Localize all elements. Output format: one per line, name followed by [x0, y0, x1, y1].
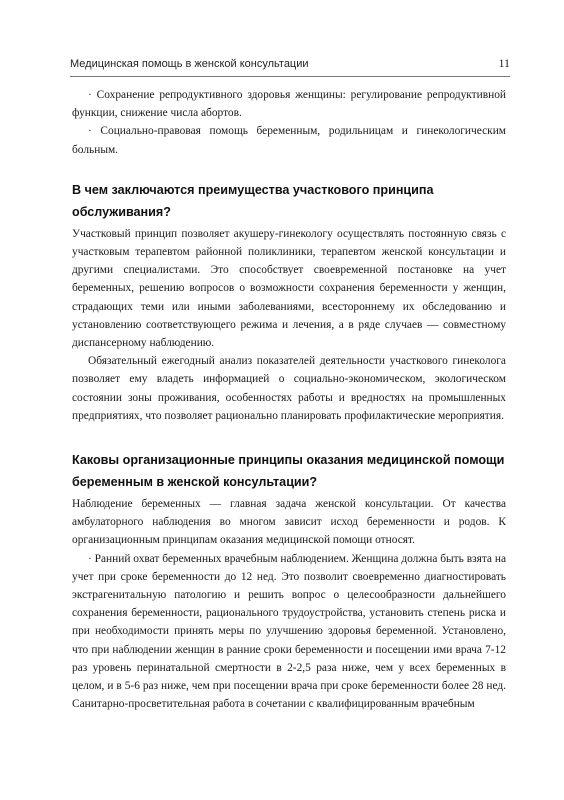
paragraph-district-principle: Участковый принцип позволяет акушеру-гинекологу осуществлять постоянную связь с участковым терапевтом районной поликлиники, терапевтом женской консультации и другими специалистами. Это способствует своевременной постановке на учет беременных, решению вопросов о возможности сохранения беременности у женщин, страдающих теми или иными заболеваниями, всестороннему их обследованию и установлению соответствующего режима и лечения, а в ряде случаев — совместному диспансерному наблюдению. [72, 227, 506, 350]
header-divider [70, 76, 510, 77]
paragraph-pregnancy-observation: Наблюдение беременных — главная задача женской консультации. От качества амбулаторного наблюдения во многом зависит исход беременности и родов. К организационным принципам оказания медицинской помощи относят. [72, 498, 506, 547]
section-heading-organizational-principles: Каковы организационные принципы оказания медицинской помощи беременным в женской консультации? [72, 453, 505, 490]
list-item-social-legal-help: · Социально-правовая помощь беременным, родильницам и гинекологическим больным. [72, 125, 506, 156]
list-item-reproductive-health: · Сохранение репродуктивного здоровья женщины: регулирование репродуктивной функции, снижение числа абортов. [72, 89, 506, 120]
running-header [70, 56, 510, 76]
page-number: 11 [498, 56, 510, 70]
page-content [72, 86, 506, 713]
paragraph-annual-analysis: Обязательный ежегодный анализ показателей деятельности участкового гинеколога позволяет ему владеть информацией о социально-экономическом, экологическом состоянии зоны проживания, особенностях работы и вредностях на промышленных предприятиях, что позволяет рационально планировать профилактические мероприятия. [72, 355, 506, 422]
running-header-title: Медицинская помощь в женской консультации [70, 58, 309, 70]
section-heading-district-principle: В чем заключаются преимущества участкового принципа обслуживания? [72, 182, 434, 219]
list-item-early-coverage: · Ранний охват беременных врачебным наблюдением. Женщина должна быть взята на учет при сроке беременности до 12 нед. Это позволит своевременно диагностировать экстрагенитальную патологию и решить вопрос о целесообразности дальнейшего сохранения беременности, рационального трудоустройства, установить степень риска и при необходимости принять меры по улучшению здоровья беременной. Установлено, что при наблюдении женщин в ранние сроки беременности и посещении ими врача 7-12 раз уровень перинатальной смертности в 2-2,5 раза ниже, чем у всех беременных в целом, и в 5-6 раз ниже, чем при посещении врача при сроке беременности более 28 нед. Санитарно-просветительная работа в сочетании с квалифицированным врачебным [72, 552, 506, 711]
